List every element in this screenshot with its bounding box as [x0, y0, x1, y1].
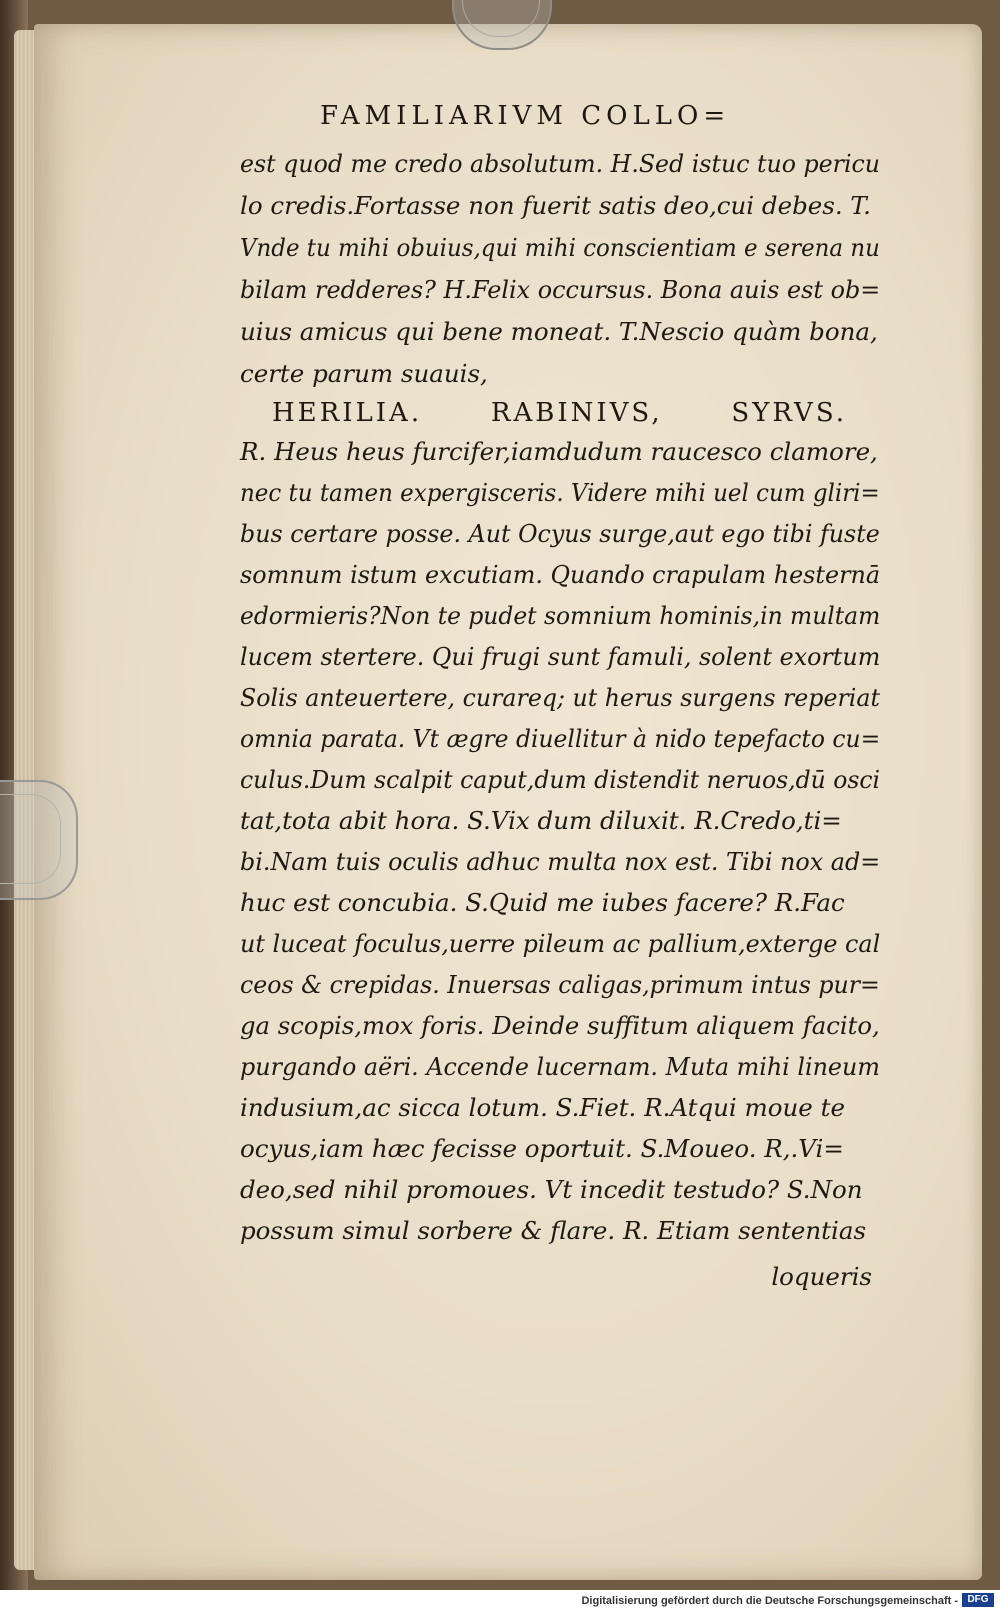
- text-line-19: ut luceat foculus,uerre pileum ac pallium,exterge cal: [240, 929, 881, 958]
- text-line-23: indusium,ac sicca lotum. S.Fiet. R.Atqui moue te: [240, 1093, 845, 1122]
- text-line-13: Solis anteuertere, curareq; ut herus surgens reperiat: [240, 683, 880, 712]
- catchword: loqueris: [771, 1262, 872, 1291]
- text-line-17: bi.Nam tuis oculis adhuc multa nox est. Tibi nox ad=: [240, 847, 881, 876]
- text-line-18: huc est concubia. S.Quid me iubes facere? R.Fac: [240, 888, 845, 917]
- footer-credit: Digitalisierung gefördert durch die Deutsche Forschungsgemeinschaft -: [581, 1595, 958, 1607]
- text-line-9: bus certare posse. Aut Ocyus surge,aut ego tibi fuste: [240, 519, 880, 548]
- text-line-24: ocyus,iam hæc fecisse oportuit. S.Moueo. R,.Vi=: [240, 1134, 844, 1163]
- speaker-syrus: SYRVS.: [731, 398, 847, 428]
- text-line-22: purgando aëri. Accende lucernam. Muta mihi lineum: [240, 1052, 880, 1081]
- text-line-15: culus.Dum scalpit caput,dum distendit neruos,dū osci: [240, 765, 881, 794]
- text-line-25: deo,sed nihil promoues. Vt incedit testudo? S.Non: [240, 1175, 863, 1204]
- text-line-16: tat,tota abit hora. S.Vix dum diluxit. R.Credo,ti=: [240, 806, 842, 835]
- dfg-logo: DFG: [962, 1593, 994, 1607]
- text-line-14: omnia parata. Vt ægre diuellitur à nido tepefacto cu=: [240, 724, 881, 753]
- text-line-20: ceos & crepidas. Inuersas caligas,primum intus pur=: [240, 970, 880, 999]
- text-line-21: ga scopis,mox foris. Deinde suffitum aliquem facito,: [240, 1011, 880, 1040]
- text-line-12: lucem stertere. Qui frugi sunt famuli, solent exortum: [240, 642, 881, 671]
- text-line-10: somnum istum excutiam. Quando crapulam hesternā: [240, 560, 881, 589]
- text-line-4: bilam redderes? H.Felix occursus. Bona auis est ob=: [240, 275, 881, 304]
- text-line-2: lo credis.Fortasse non fuerit satis deo,cui debes. T.: [240, 191, 871, 220]
- text-line-1: est quod me credo absolutum. H.Sed istuc tuo pericu: [240, 149, 881, 178]
- text-line-6: certe parum suauis,: [240, 359, 488, 388]
- text-line-8: nec tu tamen expergisceris. Videre mihi uel cum gliri=: [240, 478, 880, 507]
- text-line-11: edormieris?Non te pudet somnium hominis,in multam: [240, 601, 881, 630]
- text-line-5: uius amicus qui bene moneat. T.Nescio quàm bona,: [240, 317, 878, 346]
- speaker-herilia: HERILIA.: [272, 398, 423, 428]
- speaker-rabinius: RABINIVS,: [490, 398, 663, 428]
- text-line-26: possum simul sorbere & flare. R. Etiam sententias: [240, 1216, 867, 1245]
- side-clamp-inner: [0, 794, 61, 884]
- dialogue-heading: [272, 398, 847, 428]
- text-line-7: R. Heus heus furcifer,iamdudum raucesco clamore,: [240, 437, 878, 466]
- text-line-3: Vnde tu mihi obuius,qui mihi conscientiam e serena nu: [240, 233, 880, 262]
- running-head: FAMILIARIVM COLLO=: [320, 101, 731, 131]
